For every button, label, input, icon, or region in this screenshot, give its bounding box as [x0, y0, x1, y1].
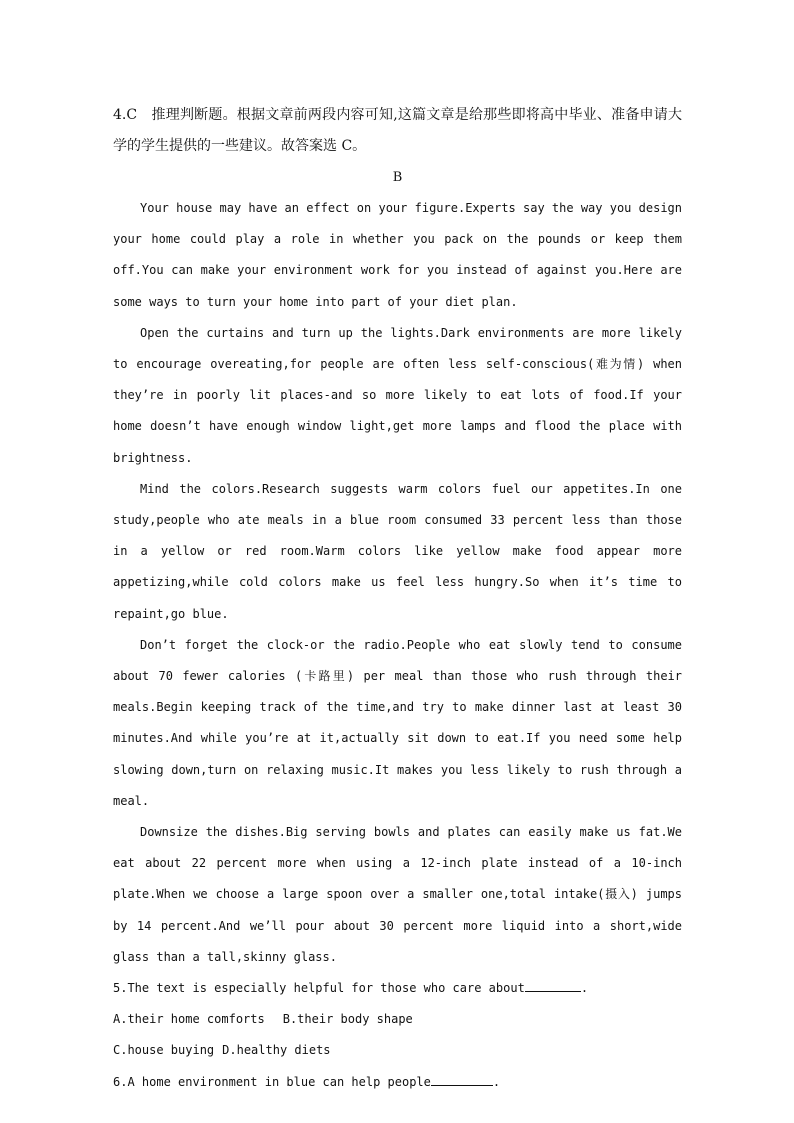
question-5-options-cd: [113, 1035, 682, 1066]
question-6-end: .: [492, 1074, 501, 1089]
option-c: C.house buying: [113, 1043, 215, 1058]
section-label: B: [392, 170, 403, 185]
answer-explanation-4: 4.C 推理判断题。根据文章前两段内容可知,这篇文章是给那些即将高中毕业、准备申请大学的学生提供的一些建议。故答案选 C。: [113, 107, 682, 154]
question-5-options-ab: [113, 1004, 682, 1035]
question-5-text: 5.The text is especially helpful for those who care about: [113, 981, 525, 996]
passage-paragraph-4: Don’t forget the clock-or the radio.People who eat slowly tend to consume about 70 fewer calories (卡路里) per meal than those who rush through their meals.Begin keeping track of the time,and try to make dinner last at least 30 minutes.And while you’re at it,actually sit down to eat.If you need some help slowing down,turn on relaxing music.It makes you less likely to rush through a meal.: [113, 637, 682, 808]
question-5-end: .: [580, 981, 589, 996]
option-d: D.healthy diets: [222, 1043, 331, 1058]
question-6-stem: [113, 1067, 682, 1098]
passage-paragraph-3: Mind the colors.Research suggests warm colors fuel our appetites.In one study,people who ate meals in a blue room consumed 33 percent less than those in a yellow or red room.Warm colors like yellow make food appear more appetizing,while cold colors make us feel less hungry.So when it’s time to repaint,go blue.: [113, 481, 682, 621]
passage-paragraph-1: Your house may have an effect on your figure.Experts say the way you design your home could play a role in whether you pack on the pounds or keep them off.You can make your environment work for you instead of against you.Here are some ways to turn your home into part of your diet plan.: [113, 201, 682, 309]
reading-passage: [113, 193, 682, 973]
option-b: B.their body shape: [282, 1012, 413, 1027]
question-6-text: 6.A home environment in blue can help people: [113, 1074, 431, 1089]
page-content: [113, 100, 682, 1098]
passage-paragraph-2: Open the curtains and turn up the lights.Dark environments are more likely to encourage overeating,for people are often less self-conscious(难为情) when they’re in poorly lit places-and so more likely to eat lots of food.If your home doesn’t have enough window light,get more lamps and flood the place with brightness.: [113, 325, 682, 465]
question-5-stem: [113, 973, 682, 1004]
question-6: [113, 1067, 682, 1098]
answer-blank: [431, 1073, 493, 1086]
answer-blank: [525, 979, 581, 992]
passage-paragraph-5: Downsize the dishes.Big serving bowls and plates can easily make us fat.We eat about 22 percent more when using a 12-inch plate instead of a 10-inch plate.When we choose a large spoon over a smaller one,total intake(摄入) jumps by 14 percent.And we’ll pour about 30 percent more liquid into a short,wide glass than a tall,skinny glass.: [113, 825, 682, 964]
question-5: [113, 973, 682, 1067]
option-a: A.their home comforts: [113, 1012, 265, 1027]
